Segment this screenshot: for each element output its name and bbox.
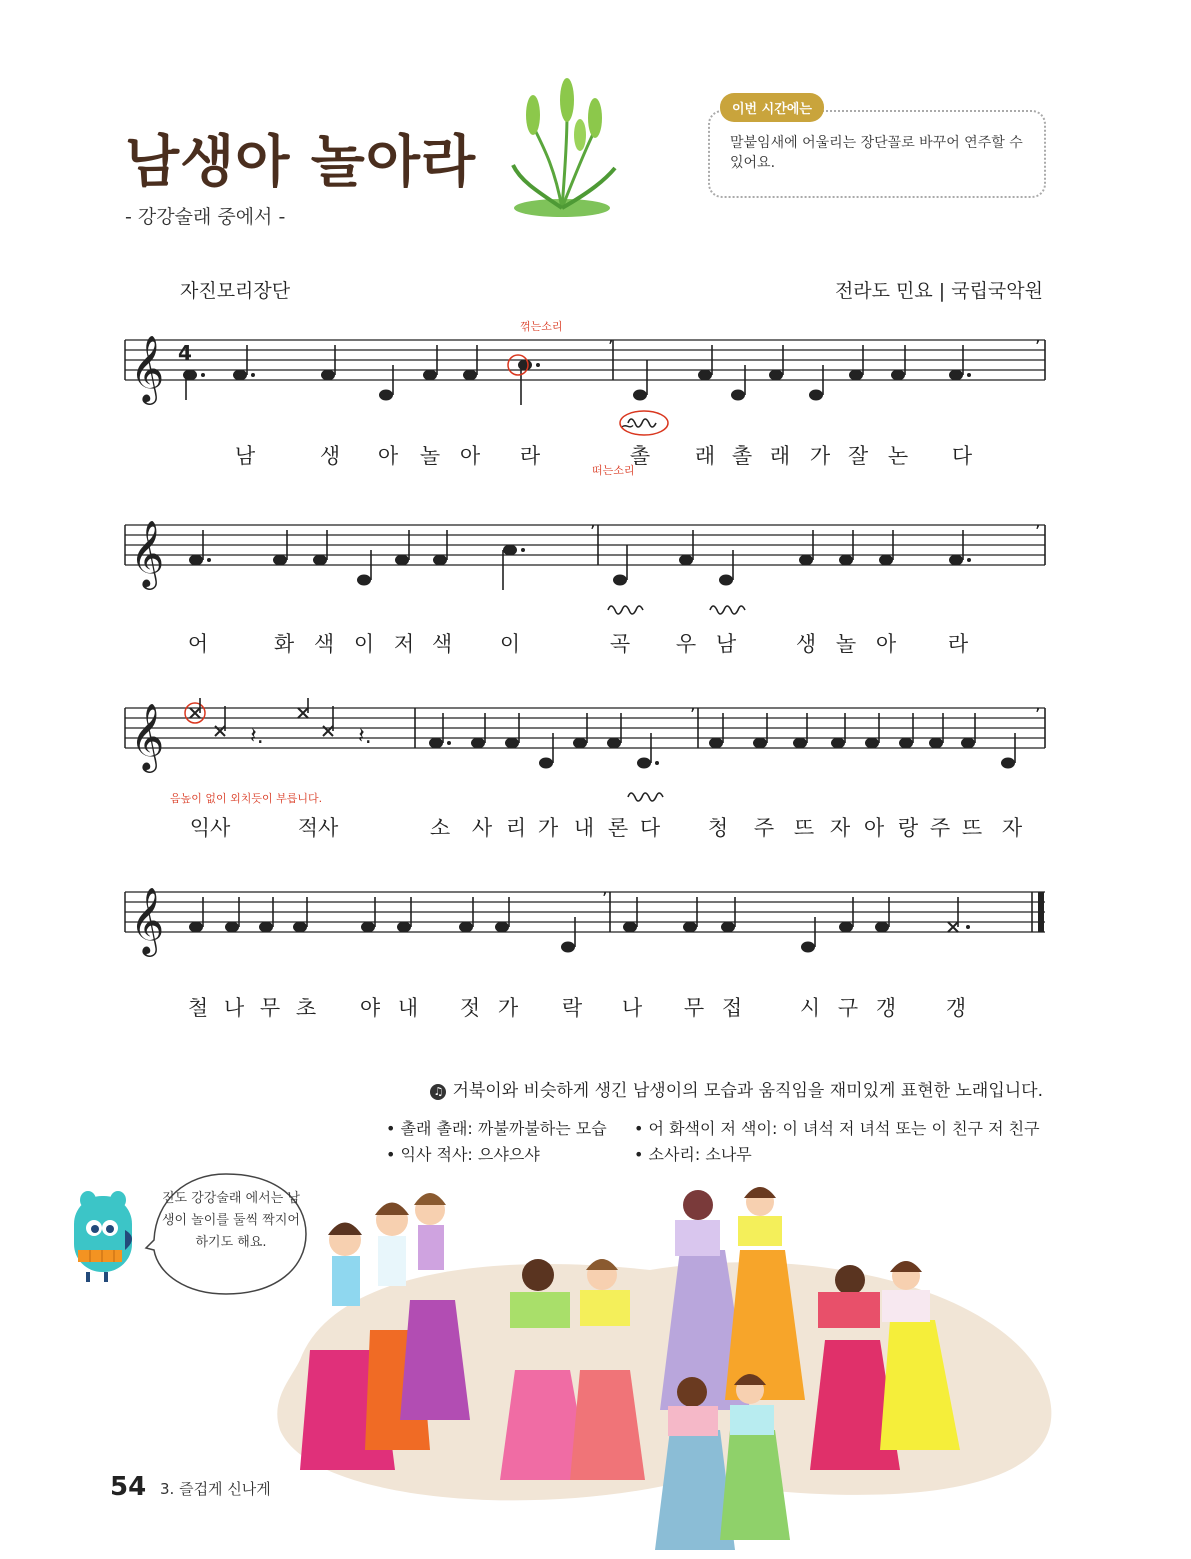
lyric: 사 bbox=[471, 816, 493, 840]
lyric: 가 bbox=[809, 444, 831, 468]
lyric: 자 bbox=[1001, 816, 1023, 840]
lyric: 다 bbox=[639, 816, 661, 840]
lyric: 가 bbox=[497, 996, 519, 1020]
glossary-item: • 어 화색이 저 색이: 이 녀석 저 녀석 또는 이 친구 저 친구 bbox=[634, 1119, 1040, 1138]
lyric: 접 bbox=[721, 996, 743, 1020]
lyric: 색 bbox=[431, 632, 453, 656]
mascot-character bbox=[70, 1190, 150, 1285]
lyrics-line-1 bbox=[120, 440, 1050, 470]
lyric: 생 bbox=[795, 632, 817, 656]
lyric: 이 bbox=[353, 632, 375, 656]
lyric: 아 bbox=[875, 632, 897, 656]
lyric: 다 bbox=[951, 444, 973, 468]
lyric: 뜨 bbox=[961, 816, 983, 840]
jangdan-label: 자진모리장단 bbox=[180, 280, 291, 302]
lyric: 논 bbox=[887, 444, 909, 468]
glossary-item: • 소사리: 소나무 bbox=[634, 1145, 752, 1164]
lyric: 남 bbox=[234, 444, 256, 468]
tteoneun-marks-2 bbox=[600, 598, 770, 620]
svg-text:,: , bbox=[608, 326, 614, 347]
lyric: 이 bbox=[499, 632, 521, 656]
annotation-tteoneun: 떠는소리 bbox=[592, 464, 635, 477]
lyric: 아 bbox=[863, 816, 885, 840]
svg-text:,: , bbox=[602, 878, 608, 899]
plant-illustration bbox=[505, 80, 620, 220]
lyric: 어 bbox=[187, 632, 209, 656]
lyric: 아 bbox=[459, 444, 481, 468]
lyric: 랑 bbox=[897, 816, 919, 840]
svg-text:𝄽.: 𝄽. bbox=[250, 724, 264, 749]
tteoneun-mark bbox=[614, 408, 674, 438]
lyric: 주 bbox=[929, 816, 951, 840]
svg-text:𝄽.: 𝄽. bbox=[358, 724, 372, 749]
lyric: 론 bbox=[607, 816, 629, 840]
lyric: 우 bbox=[675, 632, 697, 656]
lyric: 락 bbox=[561, 996, 583, 1020]
lyrics-line-3 bbox=[120, 812, 1050, 842]
glossary-item: • 촐래 촐래: 까불까불하는 모습 bbox=[386, 1119, 607, 1138]
lyric: 초 bbox=[295, 996, 317, 1020]
lyric: 저 bbox=[393, 632, 415, 656]
lyric: 야 bbox=[359, 996, 381, 1020]
tteoneun-mark-3 bbox=[622, 785, 672, 807]
svg-text:4: 4 bbox=[178, 341, 192, 365]
svg-text:,: , bbox=[1035, 694, 1041, 715]
annotation-kkeokneun: 꺾는소리 bbox=[520, 320, 563, 333]
lyric: 잘 bbox=[847, 444, 869, 468]
svg-text:𝄞: 𝄞 bbox=[130, 519, 165, 587]
lyric: 소 bbox=[429, 816, 451, 840]
svg-text:,: , bbox=[590, 511, 596, 532]
goal-text: 말붙임새에 어울리는 장단꼴로 바꾸어 연주할 수 있어요. bbox=[730, 135, 1023, 171]
lyric: 자 bbox=[829, 816, 851, 840]
svg-text:,: , bbox=[1035, 326, 1041, 347]
svg-text:𝄞: 𝄞 bbox=[130, 334, 165, 402]
lyric: 곡 bbox=[609, 632, 631, 656]
lyric: 놀 bbox=[835, 632, 857, 656]
lyric: 무 bbox=[683, 996, 705, 1020]
lyric: 적사 bbox=[297, 816, 339, 840]
lyric: 라 bbox=[519, 444, 541, 468]
lyric: 촐 bbox=[731, 444, 753, 468]
svg-text:,: , bbox=[1035, 511, 1041, 532]
page-subtitle: - 강강술래 중에서 - bbox=[125, 206, 286, 228]
svg-text:𝄞: 𝄞 bbox=[130, 702, 165, 770]
speech-bubble-text: 진도 강강술래 에서는 남생이 놀이를 둘씩 짝지어 하기도 해요. bbox=[162, 1191, 300, 1250]
annotation-speak: 음높이 없이 외치듯이 부릅니다. bbox=[170, 792, 323, 805]
page-title: 남생아 놀아라 bbox=[125, 130, 477, 195]
lyric: 청 bbox=[707, 816, 729, 840]
svg-text:𝄞: 𝄞 bbox=[130, 886, 165, 954]
lyric: 갱 bbox=[875, 996, 897, 1020]
lyric: 라 bbox=[947, 632, 969, 656]
staff-line-4 bbox=[120, 878, 1050, 962]
song-source: 전라도 민요 | 국립국악원 bbox=[834, 280, 1043, 302]
lyric: 내 bbox=[397, 996, 419, 1020]
lyrics-line-2 bbox=[120, 628, 1050, 658]
lyric: 래 bbox=[694, 444, 716, 468]
lyric: 시 bbox=[799, 996, 821, 1020]
lyric: 생 bbox=[319, 444, 341, 468]
staff-line-3 bbox=[120, 694, 1050, 778]
lyric: 촐 bbox=[629, 444, 651, 468]
song-description-text: 거북이와 비슷하게 생긴 남생이의 모습과 움직임을 재미있게 표현한 노래입니다. bbox=[452, 1081, 1043, 1101]
lyric: 주 bbox=[753, 816, 775, 840]
lyric: 익사 bbox=[189, 816, 231, 840]
music-note-icon: ♫ bbox=[430, 1084, 446, 1100]
lyric: 나 bbox=[621, 996, 643, 1020]
lyric: 뜨 bbox=[793, 816, 815, 840]
lyrics-line-4 bbox=[120, 992, 1050, 1022]
lyric: 구 bbox=[837, 996, 859, 1020]
glossary-item: • 익사 적사: 으샤으샤 bbox=[386, 1145, 540, 1164]
lyric: 화 bbox=[273, 632, 295, 656]
lyric: 내 bbox=[573, 816, 595, 840]
lyric: 놀 bbox=[419, 444, 441, 468]
lyric: 리 bbox=[505, 816, 527, 840]
page-number: 54 bbox=[110, 1472, 147, 1502]
lyric: 색 bbox=[313, 632, 335, 656]
unit-title: 3. 즐겁게 신나게 bbox=[160, 1480, 271, 1498]
goal-badge: 이번 시간에는 bbox=[720, 93, 824, 122]
lyric: 철 bbox=[187, 996, 209, 1020]
lyric: 가 bbox=[537, 816, 559, 840]
lyric: 아 bbox=[377, 444, 399, 468]
svg-text:,: , bbox=[690, 694, 696, 715]
lyric: 무 bbox=[259, 996, 281, 1020]
lyric: 나 bbox=[223, 996, 245, 1020]
svg-text:~: ~ bbox=[620, 416, 636, 437]
staff-line-2 bbox=[120, 511, 1050, 595]
song-description bbox=[430, 1076, 1043, 1101]
lyric: 갱 bbox=[945, 996, 967, 1020]
lyric: 남 bbox=[715, 632, 737, 656]
lyric: 래 bbox=[769, 444, 791, 468]
lyric: 젓 bbox=[459, 996, 481, 1020]
ganggangsullae-dancers-illustration bbox=[270, 1180, 1070, 1559]
